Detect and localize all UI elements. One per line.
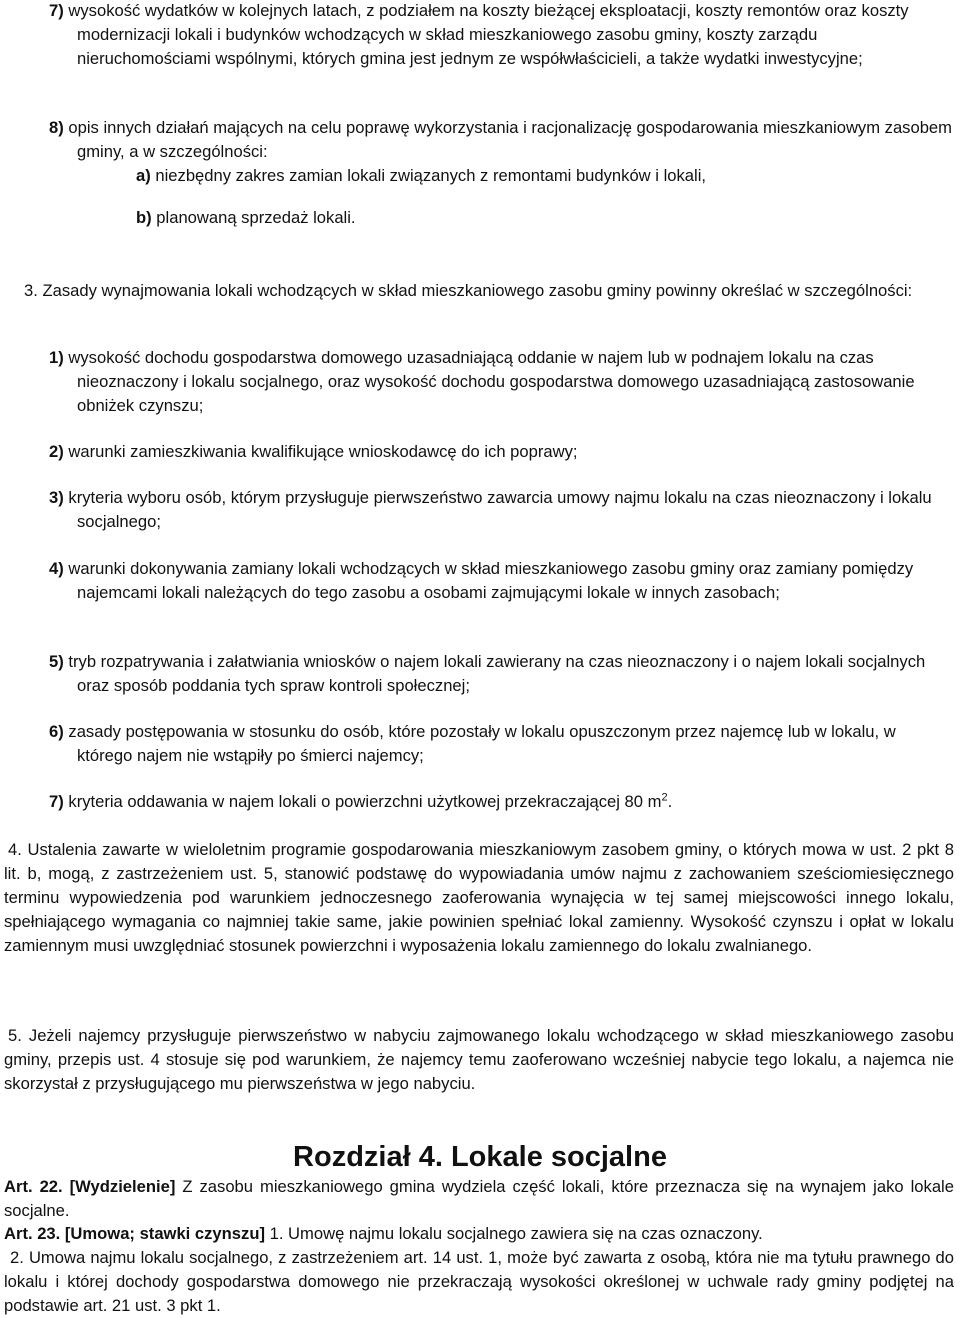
list-item <box>49 486 954 534</box>
item-text: warunki dokonywania zamiany lokali wchodzących w skład mieszkaniowego zasobu gminy oraz zamiany pomiędzy najemcami lokali należących do tego zasobu a osobami zajmującymi lokale w innych zasobach; <box>68 559 914 602</box>
item-number: 5) <box>49 652 64 671</box>
paragraph-3: 3. Zasady wynajmowania lokali wchodzących w skład mieszkaniowego zasobu gminy powinny określać w szczególności: <box>24 281 913 300</box>
chapter-heading: Rozdział 4. Lokale socjalne <box>293 1141 667 1173</box>
sub-list-item <box>136 206 950 230</box>
article-title: [Wydzielenie] <box>69 1177 176 1196</box>
sub-list-item <box>136 164 950 188</box>
item-number: b) <box>136 208 152 227</box>
item-number: 4) <box>49 559 64 578</box>
item-text: tryb rozpatrywania i załatwiania wniosków o najem lokali zawierany na czas nieoznaczony i o najem lokali socjalnych oraz sposób poddania tych spraw kontroli społecznej; <box>68 652 926 695</box>
article-23-paragraph-2: 2. Umowa najmu lokalu socjalnego, z zastrzeżeniem art. 14 ust. 1, może być zawarta z osobą, która nie ma tytułu prawnego do lokalu i której dochody gospodarstwa domowego nie przekraczają wysokości określonej w uchwale rady gminy podjętej na podstawie art. 21 ust. 3 pkt 1. <box>4 1248 954 1315</box>
item-number: a) <box>136 166 151 185</box>
superscript: 2 <box>661 791 668 804</box>
paragraph-5: 5. Jeżeli najemcy przysługuje pierwszeństwo w nabyciu zajmowanego lokalu wchodzącego w skład mieszkaniowego zasobu gminy, przepis ust. 4 stosuje się pod warunkiem, że najemcy temu zaoferowano wcześniej nabycie tego lokalu, a najemca nie skorzystał z przysługującego mu pierwszeństwa w jego nabyciu. <box>4 1026 954 1093</box>
article-22 <box>4 1175 954 1223</box>
item-number: 1) <box>49 348 64 367</box>
item-number: 6) <box>49 722 64 741</box>
item-number: 7) <box>49 792 64 811</box>
item-text: wysokość dochodu gospodarstwa domowego uzasadniającą oddanie w najem lub w podnajem lokalu na czas nieoznaczony i lokalu socjalnego, oraz wysokość dochodu gospodarstwa domowego uzasadniającą zastosowanie obniżek czynszu; <box>68 348 915 415</box>
article-text: 1. Umowę najmu lokalu socjalnego zawiera się na czas oznaczony. <box>269 1224 763 1243</box>
list-item <box>49 650 954 698</box>
item-number: 2) <box>49 442 64 461</box>
item-number: 8) <box>49 118 64 137</box>
item-text: zasady postępowania w stosunku do osób, które pozostały w lokalu opuszczonym przez najemcę lub w lokalu, w którego najem nie wstąpiły po śmierci najemcy; <box>68 722 896 765</box>
article-label: Art. 23. <box>4 1224 61 1243</box>
list-item <box>49 116 954 164</box>
article-text: Z zasobu mieszkaniowego gmina wydziela część lokali, które przeznacza się na wynajem jako lokale socjalne. <box>4 1177 954 1220</box>
item-text: kryteria wyboru osób, którym przysługuje pierwszeństwo zawarcia umowy najmu lokalu na czas nieoznaczony i lokalu socjalnego; <box>68 488 932 531</box>
item-text: wysokość wydatków w kolejnych latach, z podziałem na koszty bieżącej eksploatacji, koszty remontów oraz koszty modernizacji lokali i budynków wchodzących w skład mieszkaniowego zasobu gminy, koszty zarządu nieruchomościami wspólnymi, których gmina jest jednym ze współwłaścicieli, a także wydatki inwestycyjne; <box>68 1 909 68</box>
article-title: [Umowa; stawki czynszu] <box>64 1224 265 1243</box>
item-text: planowaną sprzedaż lokali. <box>156 208 356 227</box>
list-item <box>49 440 954 464</box>
list-item <box>49 0 954 71</box>
item-number: 7) <box>49 1 64 20</box>
article-label: Art. 22. <box>4 1177 63 1196</box>
item-text: kryteria oddawania w najem lokali o powierzchni użytkowej przekraczającej 80 m <box>68 792 662 811</box>
item-tail: . <box>667 792 673 811</box>
list-item <box>49 790 954 814</box>
list-item <box>49 346 954 418</box>
item-text: opis innych działań mających na celu poprawę wykorzystania i racjonalizację gospodarowania mieszkaniowym zasobem gminy, a w szczególności: <box>68 118 952 161</box>
article-23 <box>4 1222 954 1246</box>
item-number: 3) <box>49 488 64 507</box>
list-item <box>49 557 954 605</box>
list-item <box>49 720 954 768</box>
paragraph-4: 4. Ustalenia zawarte w wieloletnim programie gospodarowania mieszkaniowym zasobem gminy, o których mowa w ust. 2 pkt 8 lit. b, mogą, z zastrzeżeniem ust. 5, stanowić podstawę do wypowiadania umów najmu z zachowaniem sześciomiesięcznego terminu wypowiedzenia pod warunkiem jednoczesnego zaoferowania wynajęcia w tej samej miejscowości innego lokalu, spełniającego wymagania co najmniej takie same, jakie powinien spełniać lokal zamienny. Wysokość czynszu i opłat w lokalu zamiennym musi uwzględniać stosunek powierzchni i wyposażenia lokalu zamiennego do lokalu zwalnianego. <box>4 840 954 955</box>
item-text: warunki zamieszkiwania kwalifikujące wnioskodawcę do ich poprawy; <box>68 442 578 461</box>
item-text: niezbędny zakres zamian lokali związanych z remontami budynków i lokali, <box>155 166 706 185</box>
